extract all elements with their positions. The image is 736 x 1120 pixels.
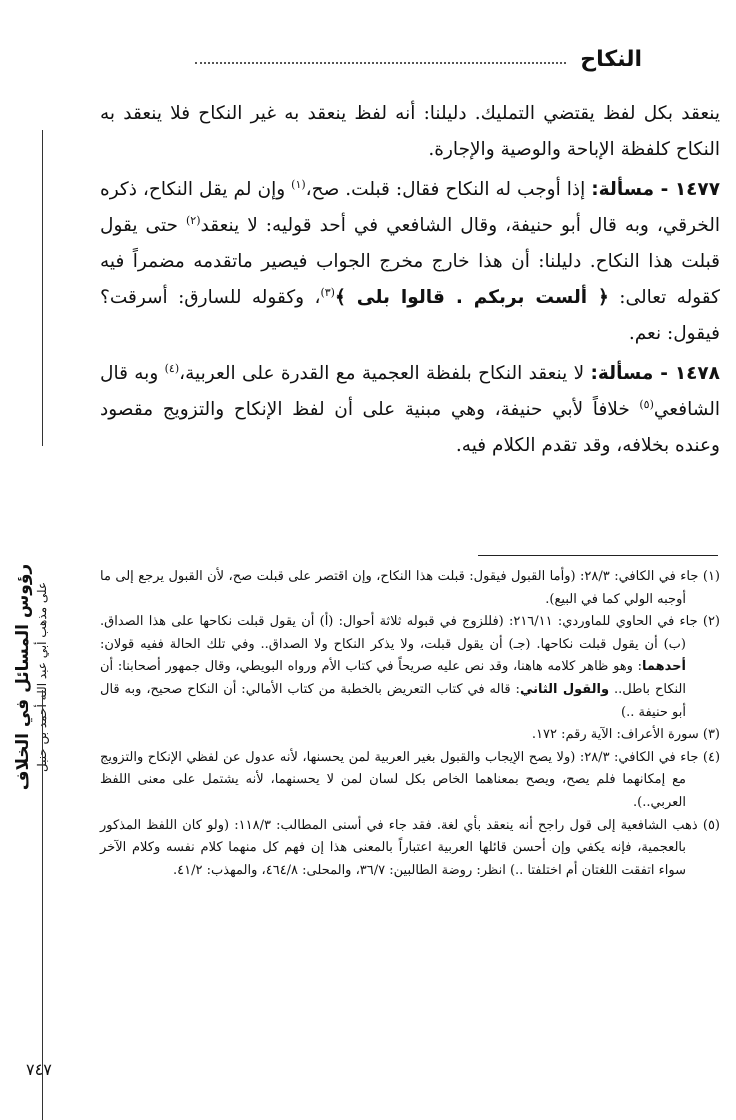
footnote-4: (٤) جاء في الكافي: ٢٨/٣: (ولا يصح الإيجاب والقبول بغير العربية لمن يحسنها، لأنه عدول عن لفظي الإنكاح والتزويج مع إمكانهما فلم يصح، ويصح بمعناهما الخاص بكل لسان لمن لا يحسنهما، لأنه يشتمل على معنى اللفظ العربي..).	[100, 749, 721, 810]
footnote-ref[interactable]: (٥)	[639, 397, 654, 411]
footnote-2: (٢) جاء في الحاوي للماوردي: ٢١٦/١١: (فللزوج في قبوله ثلاثة أحوال: (أ) أن يقول قبلت نكاحها على هذا الصداق. (ب) أن يقول قبلت نكاحها. (جـ) أن يقول قبلت، ولا يذكر النكاح ولا الصداق.. وفي تلك الحالة ففيه قولان: أحدهما: وهو ظاهر كلامه هاهنا، وقد نص عليه صريحاً في كتاب الأم ورواه البويطي، وقال جمهور أصحابنا: أن النكاح باطل.. والقول الثاني: قاله في كتاب التعريض بالخطبة من كتاب الأمالي: أن النكاح صحيح، وبه قال أبو حنيفة ..)	[100, 614, 720, 720]
footnote-1: (١) جاء في الكافي: ٢٨/٣: (وأما القبول فيقول: قبلت هذا النكاح، وإن اقتصر على قبلت صح، لأن القبول يرجع إلى ما أوجبه الولي كما في البيع).	[100, 569, 720, 607]
issue-1477: ١٤٧٧ - مسألة: إذا أوجب له النكاح فقال: قبلت. صح،$^{(١)}$ وإن لم يقل النكاح، ذكره الخرقي، وبه قال أبو حنيفة، وقال الشافعي في أحد قوليه: لا ينعقد$^{(٢)}$ حتى يقول قبلت هذا النكاح. دليلنا: أن هذا خارج مخرج الجواب فيصير ماتقدمه مضمراً فيه كقوله تعالى: ﴿ ألست بربكم . قالوا بلى ﴾$^{(٣)}$، وكقوله للسارق: أسرقت؟ فيقول: نعم.	[100, 177, 720, 344]
issue-label: مسألة:	[590, 363, 654, 384]
main-text	[100, 96, 720, 464]
quran-quote: ﴿ ألست بربكم . قالوا بلى ﴾	[334, 287, 609, 308]
issue-text: إذا أوجب له النكاح فقال: قبلت. صح،	[305, 179, 586, 200]
issue-text: وإن لم يقل النكاح، ذكره الخرقي، وبه قال أبو حنيفة، وقال الشافعي في أحد قوليه: لا ينعقد	[100, 179, 720, 236]
issue-text: ، وكقوله للسارق: أسرقت؟ فيقول: نعم.	[100, 287, 720, 344]
chapter-title: النكاح	[580, 46, 642, 72]
footnotes	[100, 566, 720, 882]
intro-paragraph: ينعقد بكل لفظ يقتضي التمليك. دليلنا: أنه لفظ ينعقد به غير النكاح فلا ينعقد به النكاح كلفظة الإباحة والوصية والإجارة.	[100, 103, 720, 160]
footnote-ref[interactable]: (٢)	[185, 213, 201, 227]
issue-text: خلافاً لأبي حنيفة، وهي مبنية على أن لفظ الإنكاح والتزويج مقصود وعنده بخلافه، وقد تقدم الكلام فيه.	[100, 399, 720, 456]
side-rule	[42, 690, 43, 1120]
book-title: رؤوس المسائل في الخلاف	[13, 563, 33, 791]
issue-number: ١٤٧٧	[674, 179, 720, 200]
footnote-3: (٣) سورة الأعراف: الآية رقم: ١٧٢.	[531, 727, 720, 743]
issue-text: وبه قال الشافعي	[100, 363, 720, 420]
issue-1478: ١٤٧٨ - مسألة: لا ينعقد النكاح بلفظة العجمية مع القدرة على العربية،$^{(٤)}$ وبه قال الشافعي$^{(٥)}$ خلافاً لأبي حنيفة، وهي مبنية على أن لفظ الإنكاح والتزويج مقصود وعنده بخلافه، وقد تقدم الكلام فيه.	[100, 361, 720, 456]
footnote-ref[interactable]: (٣)	[320, 285, 335, 299]
issue-number: ١٤٧٨	[674, 363, 720, 384]
running-header	[195, 44, 642, 74]
footnote-ref[interactable]: (١)	[291, 177, 306, 191]
side-running-title	[4, 130, 64, 1110]
footnote-bold-term: أحدهما	[642, 659, 686, 675]
footnote-bold-term: والقول الثاني	[519, 681, 610, 697]
issue-label: مسألة:	[591, 179, 655, 200]
header-dotted-rule	[195, 62, 566, 64]
footnote-5: (٥) ذهب الشافعية إلى قول راجح أنه ينعقد بأي لغة. فقد جاء في أسنى المطالب: ١١٨/٣: (ولو كان اللفظ المذكور بالعجمية، فإنه يكفي وإن أحسن قائلها العربية اعتباراً بالمعنى هذا إن فهم كل منهما كلام نفسه وكلام الآخر سواء اتفقت اللغتان أم اختلفتا ..) انظر: روضة الطالبين: ٣٦/٧، والمحلى: ٤٦٤/٨، والمهذب: ٤١/٢.	[100, 817, 720, 878]
issue-text: لا ينعقد النكاح بلفظة العجمية مع القدرة على العربية،	[179, 363, 585, 384]
book-subtitle: على مذهب أبي عبد الله أحمد بن حنبل	[35, 581, 49, 773]
footnote-separator	[478, 555, 718, 556]
page-number: ٧٤٧	[26, 1060, 52, 1079]
issue-text: حتى يقول قبلت هذا النكاح. دليلنا: أن هذا خارج مخرج الجواب فيصير ماتقدمه مضمراً فيه كقوله تعالى:	[100, 215, 720, 308]
side-rule	[42, 130, 43, 446]
footnote-ref[interactable]: (٤)	[164, 361, 180, 375]
